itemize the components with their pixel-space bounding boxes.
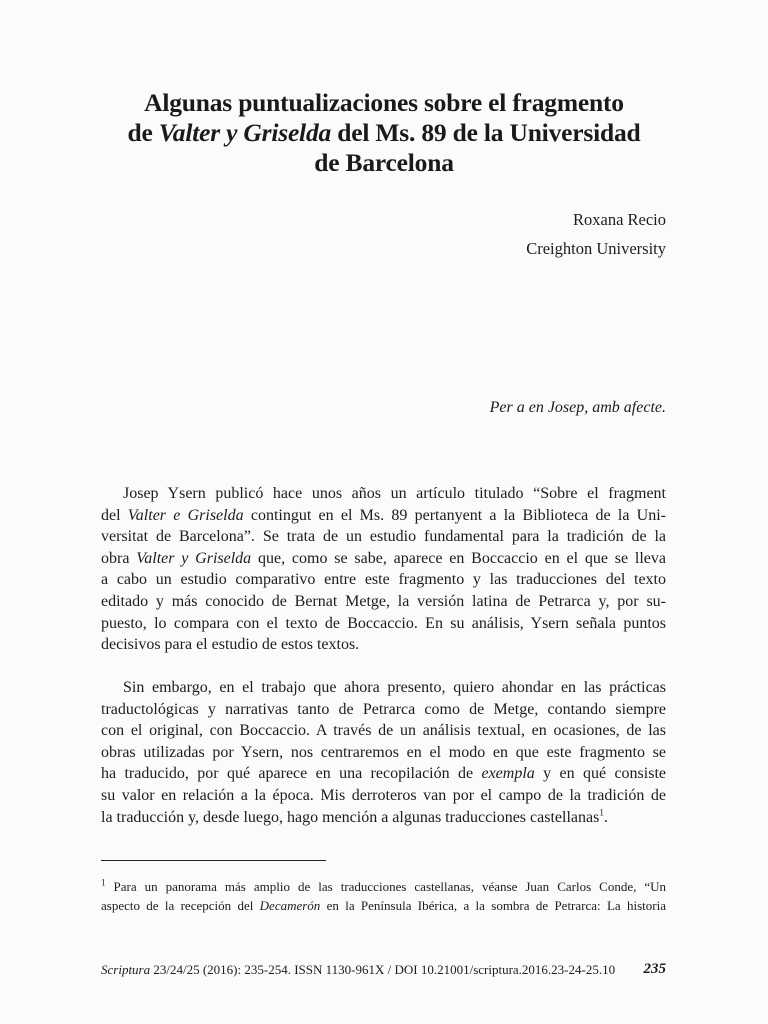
text-run: que, como se sabe, aparece en Boccaccio en el que se lleva [251, 549, 667, 567]
paragraph-line: obras utilizadas por Ysern, nos centraremos en el modo en que este fragmento se [101, 743, 666, 761]
paragraph-line [101, 505, 666, 527]
paragraph-line: Sin embargo, en el trabajo que ahora presento, quiero ahondar en las prácticas [123, 679, 666, 696]
citation-details: 23/24/25 (2016): 235-254. ISSN 1130-961X / DOI 10.21001/scriptura.2016.23-24-25.10 [150, 962, 616, 977]
page-number: 235 [643, 961, 666, 977]
text-run: ha traducido, por qué aparece en una recopilación de [101, 765, 482, 783]
title-line-3: de Barcelona [314, 148, 454, 177]
text-run: contingut en el Ms. 89 pertanyent a la Biblioteca de la Uni- [243, 506, 666, 524]
author-name: Roxana Recio [572, 210, 666, 229]
paragraph-line: a cabo un estudio comparativo entre este fragmento y las traducciones del texto [101, 571, 666, 589]
title-line-1: Algunas puntualizaciones sobre el fragmento [144, 88, 624, 117]
paragraph-line [101, 763, 666, 785]
text-run: obra [101, 549, 137, 567]
footnote-line [101, 896, 666, 915]
paragraph-line: su valor en relación a la época. Mis derroteros van por el campo de la tradición de [101, 786, 666, 804]
paragraph-2 [101, 677, 666, 828]
text-run: en la Península Ibérica, a la sombra de Petrarca: La historia [320, 898, 666, 913]
paragraph-1 [101, 483, 666, 656]
paragraph-line [101, 548, 666, 570]
article-title [100, 88, 668, 178]
italic-title: Valter e Griselda [127, 506, 244, 524]
author-block [526, 205, 666, 263]
paragraph-line [101, 807, 666, 829]
paragraph-line: traductológicas y narrativas tanto de Petrarca como de Metge, contando siempre [101, 700, 666, 718]
text-run: la traducción y, desde luego, hago mención a algunas traducciones castellanas [101, 808, 600, 826]
text-run: y en qué consiste [534, 765, 666, 783]
title-line-2-start: de [127, 118, 159, 147]
footnote-line [101, 877, 666, 896]
title-line-2-end: del Ms. 89 de la Universidad [331, 118, 641, 147]
footnote-marker: 1 [101, 877, 106, 888]
paragraph-line: Josep Ysern publicó hace unos años un artículo titulado “Sobre el fragment [123, 485, 666, 502]
footnote-reference[interactable]: 1 [599, 807, 604, 818]
paragraph-line: versitat de Barcelona”. Se trata de un estudio fundamental para la tradición de la [101, 528, 666, 546]
paragraph-line: decisivos para el estudio de estos textos. [101, 636, 360, 654]
author-affiliation: Creighton University [526, 239, 666, 258]
text-run: Para un panorama más amplio de las traducciones castellanas, véanse Juan Carlos Conde, “Un [113, 879, 667, 894]
page-footer [101, 961, 666, 979]
footnote-separator [101, 860, 326, 861]
paragraph-line: con el original, con Boccaccio. A través de un análisis textual, en ocasiones, de las [101, 722, 666, 740]
text-run: del [101, 506, 128, 524]
italic-title: Valter y Griselda [136, 549, 252, 567]
paragraph-line: editado y más conocido de Bernat Metge, la versión latina de Petrarca y, por su- [101, 592, 666, 610]
italic-title: Decamerón [259, 898, 321, 913]
text-run: . [603, 808, 608, 826]
dedication: Per a en Josep, amb afecte. [489, 399, 666, 416]
footnote [101, 877, 666, 915]
journal-name: Scriptura [101, 962, 151, 977]
title-line-2 [100, 118, 668, 148]
italic-term: exempla [481, 765, 535, 783]
title-work-name: Valter y Griselda [158, 118, 332, 147]
text-run: aspecto de la recepción del [101, 898, 260, 913]
paragraph-line: puesto, lo compara con el texto de Boccaccio. En su análisis, Ysern señala puntos [101, 614, 666, 632]
